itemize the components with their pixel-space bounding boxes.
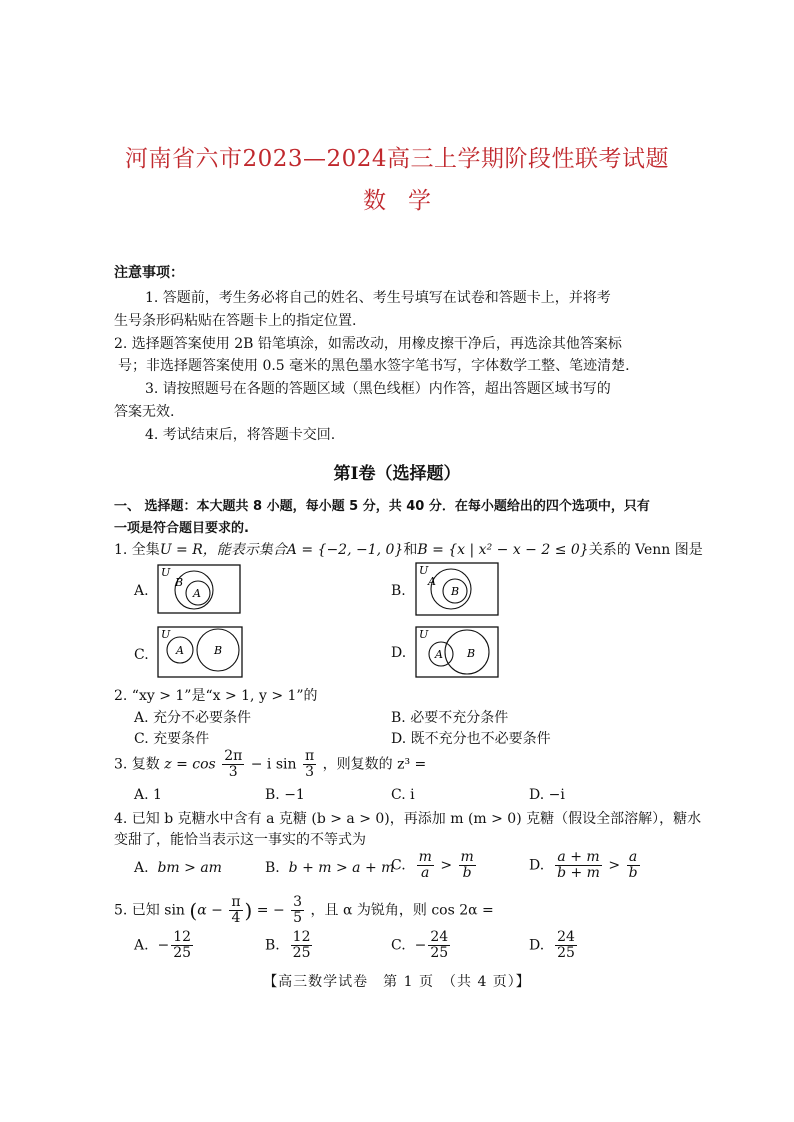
exam-subject: 数学 — [363, 188, 453, 214]
q3-option-c: C. i — [391, 787, 415, 803]
question-4-line-1: 4. 已知 b 克糖水中含有 a 克糖 (b > a > 0)，再添加 m (m > 0) 克糖（假设全部溶解），糖水 — [114, 811, 702, 827]
section-intro-line-1: 一、 选择题：本大题共 8 小题，每小题 5 分，共 40 分．在每小题给出的四个选项中，只有 — [114, 499, 650, 514]
question-1-stem: 1. 全集U = R，能表示集合A = {−2, −1, 0}和B = {x | x² − x − 2 ≤ 0}关系的 Venn 图是 — [114, 542, 703, 558]
note-1-line-2: 生号条形码粘贴在答题卡上的指定位置. — [114, 313, 357, 329]
q1-option-c-label: C. — [134, 647, 149, 663]
q3-option-d: D. −i — [529, 787, 565, 803]
section-title: 第Ⅰ卷（选择题） — [333, 464, 461, 484]
q1-option-b-label: B. — [391, 583, 406, 599]
exam-title: 河南省六市2023—2024高三上学期阶段性联考试题 — [124, 146, 670, 172]
q1-option-a-label: A. — [134, 583, 149, 599]
q1-venn-a — [157, 564, 241, 618]
venn-label-u: U — [419, 628, 429, 641]
q3-option-a: A. 1 — [134, 787, 162, 803]
question-2-stem: 2. “xy > 1”是“x > 1, y > 1”的 — [114, 688, 318, 704]
venn-label-u: U — [161, 628, 171, 641]
page-footer: 【高三数学试卷 第 1 页 （共 4 页）】 — [263, 974, 531, 990]
venn-label-b: B — [175, 576, 184, 589]
note-2-line-2: 号；非选择题答案使用 0.5 毫米的黑色墨水签字笔书写，字体数学工整、笔迹清楚. — [118, 358, 630, 374]
venn-label-b: B — [214, 644, 223, 657]
q5-option-b: B. $\frac{12}{25}$ — [265, 929, 311, 961]
q4-option-c: C. $\frac{m}{a}$ > $\frac{m}{b}$ — [391, 849, 474, 881]
venn-label-a: A — [428, 575, 436, 588]
q1-venn-d — [415, 626, 499, 682]
q5-option-a: A. − $\frac{12}{25}$ — [134, 929, 192, 961]
question-3-stem: 3. 复数 z = cos $\frac{2\pi}{3}$ − i sin $\frac{\pi}{3}$ ，则复数的 z³ = — [114, 748, 427, 780]
section-intro-line-2: 一项是符合题目要求的. — [114, 521, 249, 536]
venn-label-u: U — [161, 566, 171, 579]
q2-option-d: D. 既不充分也不必要条件 — [391, 731, 551, 747]
venn-label-a: A — [193, 587, 201, 600]
q4-option-d: D. $\frac{a + m}{b + m}$ > $\frac{a}{b}$ — [529, 849, 638, 881]
venn-label-b: B — [451, 585, 460, 598]
fraction: $\frac{3}{5}$ — [293, 894, 303, 926]
note-4: 4. 考试结束后，将答题卡交回. — [145, 427, 336, 443]
q4-option-a: A. bm > am — [134, 860, 222, 876]
q2-option-c: C. 充要条件 — [134, 731, 210, 747]
q5-option-c: C. − $\frac{24}{25}$ — [391, 929, 449, 961]
note-2-line-1: 2. 选择题答案使用 2B 铅笔填涂，如需改动，用橡皮擦干净后，再选涂其他答案标 — [114, 336, 622, 352]
q2-option-b: B. 必要不充分条件 — [391, 710, 509, 726]
venn-label-a: A — [176, 644, 184, 657]
q4-option-b: B. b + m > a + m — [265, 860, 395, 876]
note-1-line-1: 1. 答题前，考生务必将自己的姓名、考生号填写在试卷和答题卡上，并将考 — [145, 290, 611, 306]
fraction: $\frac{2\pi}{3}$ — [224, 748, 243, 780]
fraction: $\frac{a + m}{b + m}$ — [557, 849, 600, 881]
fraction: $\frac{12}{25}$ — [292, 929, 311, 961]
q2-option-a: A. 充分不必要条件 — [134, 710, 252, 726]
fraction: $\frac{a}{b}$ — [628, 849, 638, 881]
q1-venn-b — [415, 562, 499, 620]
venn-label-u: U — [419, 564, 429, 577]
q1-option-d-label: D. — [391, 645, 407, 661]
q1-venn-c — [157, 626, 243, 682]
q5-option-d: D. $\frac{24}{25}$ — [529, 929, 575, 961]
venn-label-a: A — [435, 648, 443, 661]
note-3-line-2: 答案无效. — [114, 404, 175, 420]
q3-option-b: B. −1 — [265, 787, 305, 803]
fraction: $\frac{24}{25}$ — [430, 929, 449, 961]
fraction: $\frac{12}{25}$ — [173, 929, 192, 961]
fraction: $\frac{m}{a}$ — [418, 849, 432, 881]
fraction: $\frac{m}{b}$ — [460, 849, 474, 881]
fraction: $\frac{\pi}{4}$ — [231, 894, 241, 926]
question-4-line-2: 变甜了，能恰当表示这一事实的不等式为 — [114, 832, 366, 848]
fraction: $\frac{24}{25}$ — [557, 929, 575, 961]
fraction: $\frac{\pi}{3}$ — [305, 748, 315, 780]
venn-label-b: B — [467, 647, 476, 660]
note-3-line-1: 3. 请按照题号在各题的答题区域（黑色线框）内作答，超出答题区域书写的 — [145, 381, 611, 397]
question-5-stem: 5. 已知 sin (α − $\frac{\pi}{4}$ ) = − $\frac{3}{5}$ ，且 α 为锐角，则 cos 2α = — [114, 894, 494, 926]
notes-heading: 注意事项： — [114, 265, 184, 281]
